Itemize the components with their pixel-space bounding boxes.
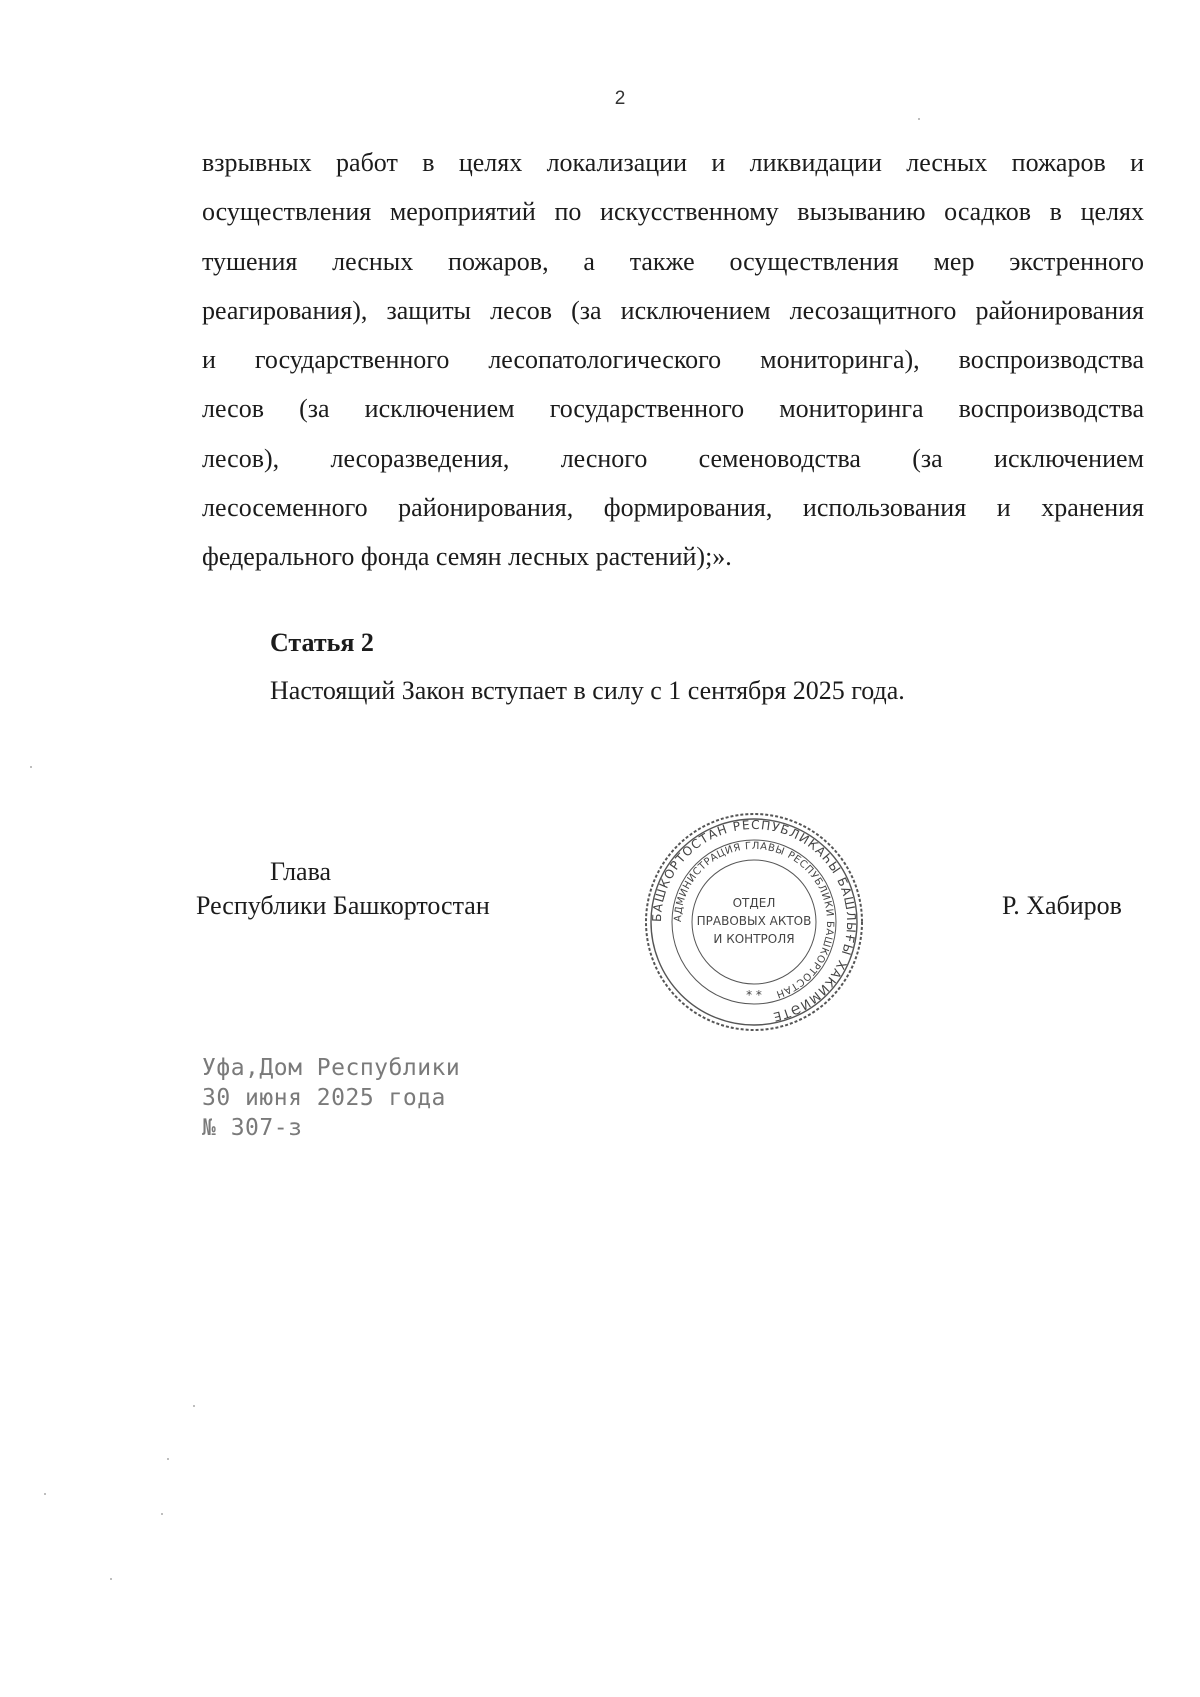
stamp-place: Уфа,Дом Республики — [202, 1055, 461, 1081]
signature-title-line-2: Республики Башкортостан — [196, 891, 490, 920]
scan-speck — [167, 1458, 169, 1460]
body-line: осуществления мероприятий по искусственному вызыванию осадков в целях — [202, 197, 1144, 227]
official-seal — [643, 811, 865, 1033]
body-line: реагирования), защиты лесов (за исключением лесозащитного районирования — [202, 295, 1144, 325]
seal-center-line: ПРАВОВЫХ АКТОВ — [696, 914, 812, 928]
body-line: лесов (за исключением государственного мониторинга воспроизводства — [202, 394, 1144, 424]
scan-speck — [110, 1578, 112, 1580]
scan-speck — [193, 1405, 195, 1407]
scan-speck — [44, 1493, 46, 1495]
body-line: и государственного лесопатологического мониторинга), воспроизводства — [202, 345, 1144, 375]
page-number: 2 — [614, 88, 626, 109]
body-line: лесосеменного районирования, формирования, использования и хранения — [202, 493, 1144, 523]
signatory-name: Р. Хабиров — [1002, 891, 1122, 920]
body-line: взрывных работ в целях локализации и ликвидации лесных пожаров и — [202, 148, 1144, 177]
body-line: федерального фонда семян лесных растений);». — [202, 542, 732, 572]
article-text: Настоящий Закон вступает в силу с 1 сентября 2025 года. — [270, 676, 905, 705]
body-text — [202, 138, 1144, 582]
stamp-date: 30 июня 2025 года — [202, 1085, 446, 1111]
scan-speck — [161, 1513, 163, 1515]
seal-stars: * * — [746, 988, 762, 1002]
scan-speck — [918, 118, 920, 120]
seal-center-line: И КОНТРОЛЯ — [713, 932, 795, 946]
seal-inner-text: АДМИНИСТРАЦИЯ ГЛАВЫ РЕСПУБЛИКИ БАШКОРТОСТАН — [672, 840, 836, 1000]
signature-title-line-1: Глава — [270, 857, 332, 886]
registration-stamp — [202, 1053, 460, 1143]
scan-speck — [30, 766, 32, 768]
stamp-number: № 307-з — [202, 1115, 303, 1141]
article-title: Статья 2 — [270, 628, 374, 657]
seal-center-line: ОТДЕЛ — [732, 896, 776, 910]
seal-outer-text: БАШКОРТОСТАН РЕСПУБЛИКАҺЫ БАШЛЫҒЫ ХАКИМИӘТЕ — [649, 817, 859, 1025]
body-line: лесов), лесоразведения, лесного семеноводства (за исключением — [202, 443, 1144, 473]
body-line: тушения лесных пожаров, а также осуществления мер экстренного — [202, 246, 1144, 276]
